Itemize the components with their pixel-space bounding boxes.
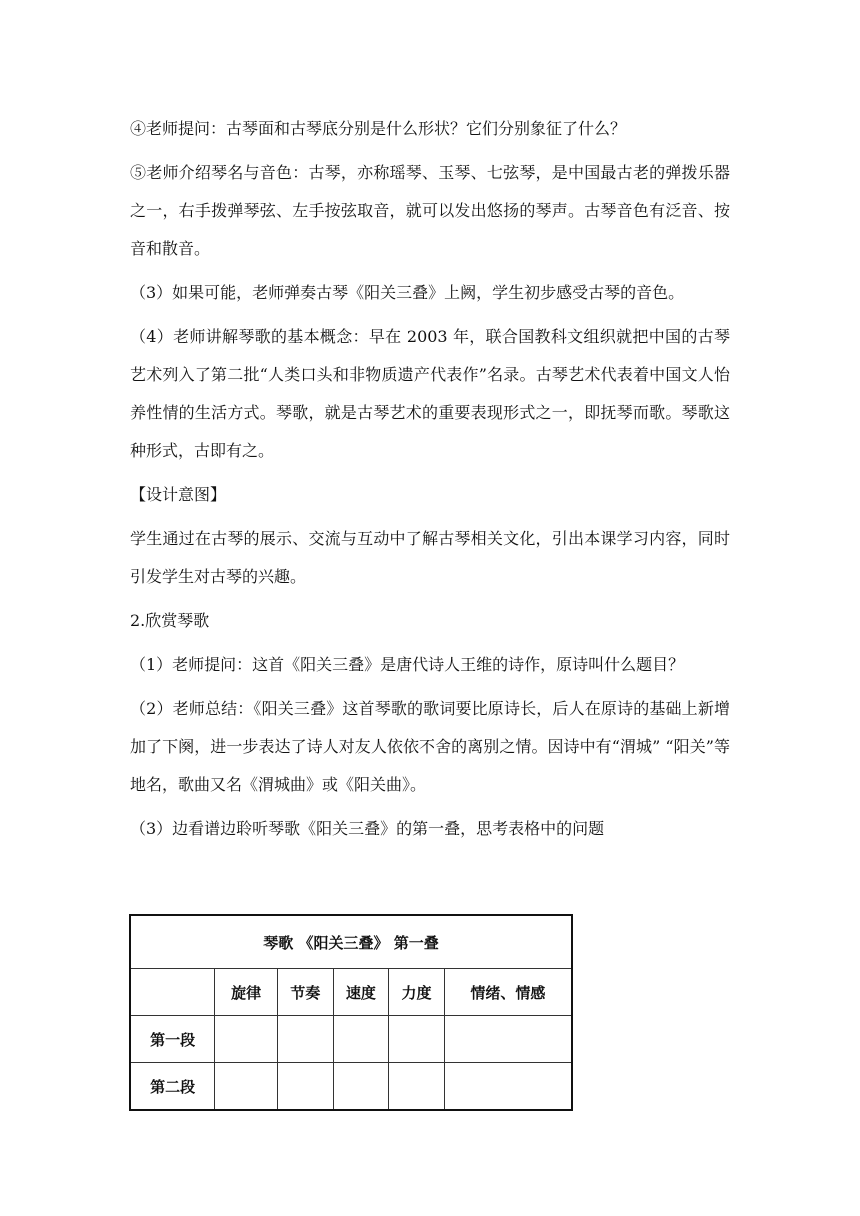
table-title: 琴歌 《阳关三叠》 第一叠: [130, 915, 572, 969]
table-cell[interactable]: [444, 1063, 572, 1111]
table-header-row: [130, 969, 572, 1016]
header-cell-tempo: 速度: [333, 969, 389, 1016]
document-body: [130, 110, 730, 854]
section-heading-appreciate: 2.欣赏琴歌: [130, 611, 210, 630]
paragraph-teacher-summary: （2）老师总结：《阳关三叠》这首琴歌的歌词要比原诗长，后人在原诗的基础上新增加了下阕，进一步表达了诗人对友人依依不舍的离别之情。因诗中有“渭城” “阳关”等地名，歌曲又名《渭城曲》或《阳关曲》。: [130, 699, 730, 794]
table-title-row: [130, 915, 572, 969]
table-cell[interactable]: [389, 1016, 445, 1063]
analysis-table: [129, 914, 573, 1111]
section-heading-design-intent: 【设计意图】: [130, 485, 227, 504]
header-cell-rhythm: 节奏: [277, 969, 333, 1016]
table-cell[interactable]: [333, 1016, 389, 1063]
table-cell[interactable]: [277, 1063, 333, 1111]
header-cell-melody: 旋律: [215, 969, 278, 1016]
table-cell[interactable]: [277, 1016, 333, 1063]
paragraph-guqin-intro: ⑤老师介绍琴名与音色：古琴，亦称瑶琴、玉琴、七弦琴，是中国最古老的弹拨乐器之一，右手拨弹琴弦、左手按弦取音，就可以发出悠扬的琴声。古琴音色有泛音、按音和散音。: [130, 163, 730, 258]
paragraph-design-intent: 学生通过在古琴的展示、交流与互动中了解古琴相关文化，引出本课学习内容，同时引发学生对古琴的兴趣。: [130, 529, 730, 586]
table-row: [130, 1016, 572, 1063]
table-row: [130, 1063, 572, 1111]
table-cell[interactable]: [215, 1016, 278, 1063]
table-cell[interactable]: [444, 1016, 572, 1063]
paragraph-teacher-question: （1）老师提问：这首《阳关三叠》是唐代诗人王维的诗作，原诗叫什么题目？: [130, 655, 685, 674]
header-cell-empty: [130, 969, 215, 1016]
row-label: 第二段: [130, 1063, 215, 1111]
table-cell[interactable]: [215, 1063, 278, 1111]
table-cell[interactable]: [333, 1063, 389, 1111]
row-label: 第一段: [130, 1016, 215, 1063]
paragraph-qinge-concept: （4）老师讲解琴歌的基本概念：早在 2003 年，联合国教科文组织就把中国的古琴艺术列入了第二批“人类口头和非物质遗产代表作”名录。古琴艺术代表着中国文人怡养性情的生活方式。琴歌，就是古琴艺术的重要表现形式之一，即抚琴而歌。琴歌这种形式，古即有之。: [130, 327, 730, 460]
paragraph-listen-task: （3）边看谱边聆听琴歌《阳关三叠》的第一叠，思考表格中的问题: [130, 819, 605, 838]
table-cell[interactable]: [389, 1063, 445, 1111]
header-cell-dynamics: 力度: [389, 969, 445, 1016]
paragraph-play-guqin: （3）如果可能，老师弹奏古琴《阳关三叠》上阙，学生初步感受古琴的音色。: [130, 283, 685, 302]
header-cell-emotion: 情绪、情感: [444, 969, 572, 1016]
paragraph-question-shape: ④老师提问：古琴面和古琴底分别是什么形状？它们分别象征了什么？: [130, 119, 627, 138]
